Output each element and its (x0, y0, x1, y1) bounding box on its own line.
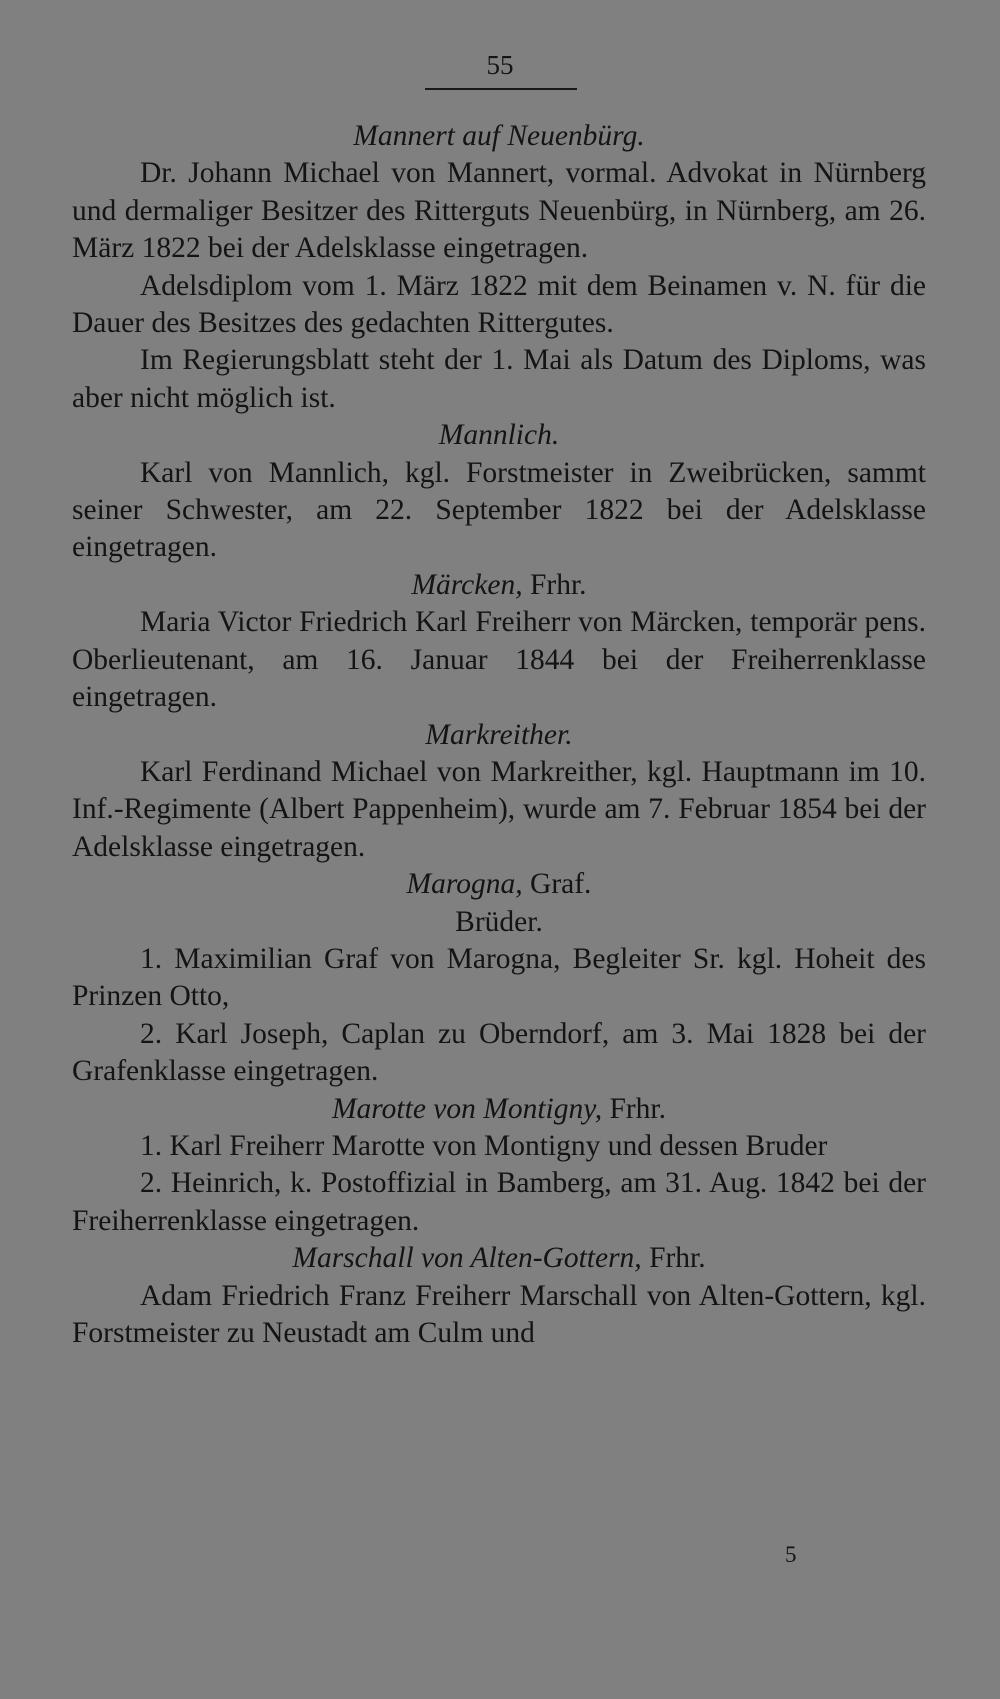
entry-paragraph: 2. Heinrich, k. Postoffizial in Bamberg, am 31. Aug. 1842 bei der Freiherrenklasse eingetragen. (72, 1167, 926, 1237)
entry-name: Marotte von Montigny, (331, 1092, 603, 1125)
entry-name: Mannlich. (438, 419, 560, 452)
entry-name: Märcken, (411, 568, 523, 601)
page-body (72, 118, 926, 1352)
entry-paragraph: Adelsdiplom vom 1. März 1822 mit dem Beinamen v. N. für die Dauer des Besitzes des gedachten Rittergutes. (72, 269, 926, 340)
entry-heading (72, 1240, 926, 1277)
entry-heading (72, 118, 926, 155)
page-number: 55 (486, 50, 514, 80)
entry-paragraph: 1. Karl Freiherr Marotte von Montigny und dessen Bruder (140, 1129, 828, 1162)
entry-paragraph: Im Regierungsblatt steht der 1. Mai als Datum des Diploms, was aber nicht möglich ist. (72, 344, 926, 414)
entry-paragraph: Dr. Johann Michael von Mannert, vormal. Advokat in Nürnberg und dermaliger Besitzer des Ritterguts Neuenbürg, in Nürnberg, am 26. März 1822 bei der Adelsklasse eingetragen. (72, 157, 926, 265)
entry-paragraph: Karl von Mannlich, kgl. Forstmeister in Zweibrücken, sammt seiner Schwester, am 22. September 1822 bei der Adelsklasse eingetragen. (72, 456, 926, 564)
entry-paragraph: 2. Karl Joseph, Caplan zu Oberndorf, am 3. Mai 1828 bei der Grafenklasse eingetragen. (72, 1017, 926, 1088)
entry-heading (72, 417, 926, 454)
entry-paragraph: Adam Friedrich Franz Freiherr Marschall von Alten-Gottern, kgl. Forstmeister zu Neustadt am Culm und (72, 1279, 926, 1349)
entry-heading (72, 1091, 926, 1128)
entry-title: Graf. (522, 868, 592, 901)
entry-name: Mannert auf Neuenbürg. (353, 120, 645, 152)
entry-title: Frhr. (522, 568, 587, 601)
entry-name: Marogna, (406, 868, 523, 901)
entry-heading (72, 567, 926, 604)
signature-mark: 5 (785, 1542, 797, 1567)
entry-paragraph: Karl Ferdinand Michael von Markreither, kgl. Hauptmann im 10. Inf.-Regimente (Albert Pappenheim), wurde am 7. Februar 1854 bei der Adelsklasse eingetragen. (72, 755, 926, 863)
entry-paragraph: 1. Maximilian Graf von Marogna, Begleiter Sr. kgl. Hoheit des Prinzen Otto, (72, 942, 926, 1013)
entry-title: Frhr. (602, 1092, 667, 1125)
entry-heading (72, 717, 926, 754)
entry-title: Frhr. (641, 1242, 706, 1275)
entry-paragraph: Maria Victor Friedrich Karl Freiherr von Märcken, temporär pens. Oberlieutenant, am 16. Januar 1844 bei der Freiherrenklasse eingetragen. (72, 606, 926, 714)
entry-heading (72, 866, 926, 903)
header-rule (425, 88, 577, 90)
entry-name: Markreither. (425, 718, 573, 751)
entry-subheading: Brüder. (455, 905, 543, 938)
entry-name: Marschall von Alten-Gottern, (292, 1242, 642, 1275)
